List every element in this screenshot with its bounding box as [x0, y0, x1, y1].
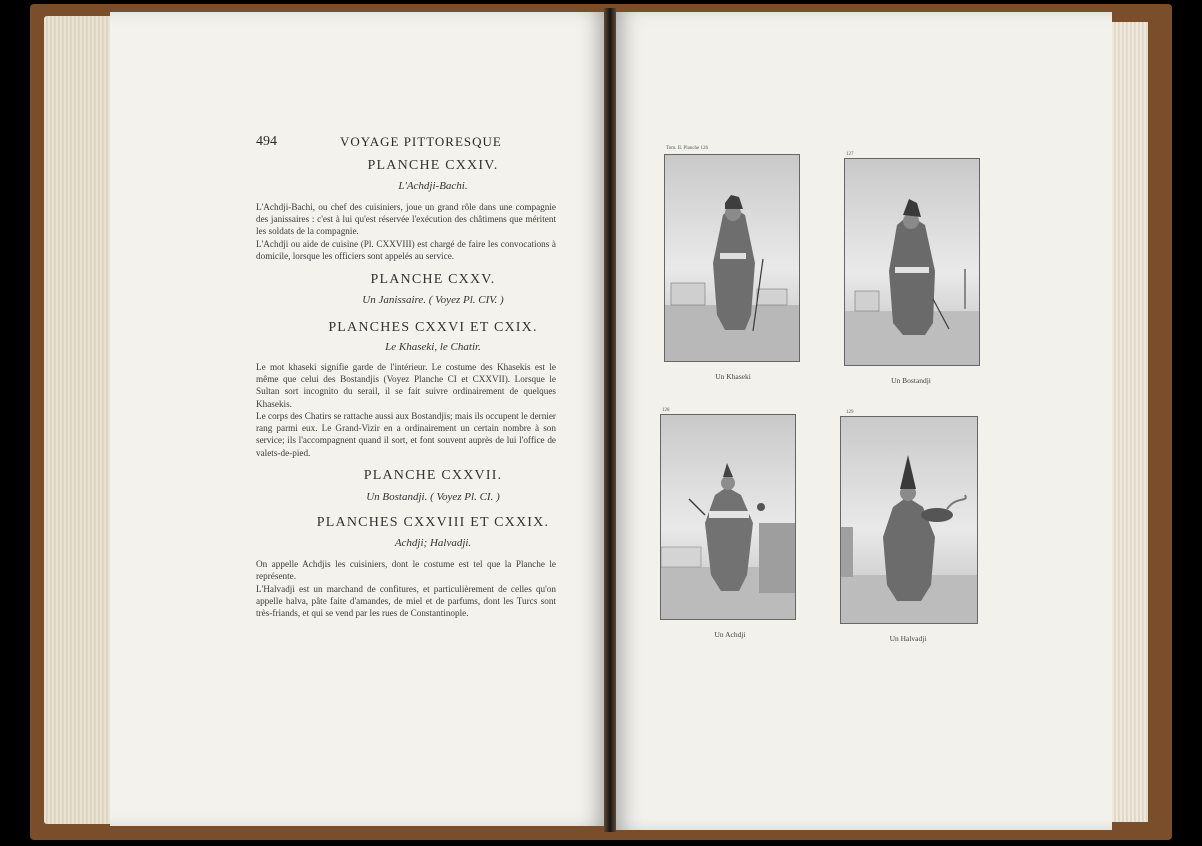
section-heading: PLANCHES CXXVI ET CXIX. — [328, 320, 538, 335]
section-subtitle: L'Achdji-Bachi. — [398, 180, 468, 192]
plate-halvadji-engraving — [840, 416, 978, 624]
page-number: 494 — [256, 134, 277, 149]
section-heading: PLANCHE CXXVII. — [363, 468, 503, 483]
section-subtitle: Le Khaseki, le Chatir. — [385, 341, 481, 353]
plate-achdji-engraving — [660, 414, 796, 620]
plate-caption: Un Halvadji — [889, 634, 927, 643]
paragraph: On appelle Achdjis les cuisiniers, dont le costume est tel que la Planche le représente. — [256, 559, 556, 582]
plate-bostandji-engraving — [844, 158, 980, 366]
page-edges-right — [1108, 22, 1148, 822]
paragraph: L'Achdji ou aide de cuisine (Pl. CXXVIII) est chargé de faire les convocations à domicile, lorsque les officiers sont appelés au service. — [256, 239, 556, 262]
plate-mark: 128 — [662, 408, 670, 413]
paragraph: L'Achdji-Bachi, ou chef des cuisiniers, joue un grand rôle dans une compagnie des janissaires : c'est à lui qu'est réservée l'exécution des châtimens que méritent les soldats de la compagnie. — [256, 202, 556, 237]
plate-mark: 127 — [846, 152, 854, 157]
book-gutter — [604, 8, 616, 832]
paragraph: L'Halvadji est un marchand de confitures, et particulièrement de celles qu'on appelle halva, pâte faite d'amandes, de miel et de parfums, dont les Turcs sont très-friands, et qui se vend par les rues de Constantinople. — [256, 584, 556, 619]
plate-mark: Tom. II. Planche 126 — [666, 146, 709, 151]
running-head: VOYAGE PITTORESQUE — [340, 134, 502, 149]
plate-caption: Un Bostandji — [891, 376, 931, 385]
paragraph: Le corps des Chatirs se rattache aussi aux Bostandjis; mais ils occupent le dernier rang parmi eux. Le Grand-Vizir en a ordinairement un certain nombre à son service; ils l'accompagnent quand il sort, et font souvent auprès de lui l'office de valets-de-pied. — [256, 411, 556, 458]
plate-mark: 129 — [846, 410, 854, 415]
section-heading: PLANCHE CXXIV. — [367, 158, 499, 173]
plate-khaseki-engraving — [664, 154, 800, 362]
paragraph: Le mot khaseki signifie garde de l'intérieur. Le costume des Khasekis est le même que celui des Bostandjis (Voyez Planche CI et CXXVII). Lorsque le Sultan sort incognito du serail, il se fait suivre ordinairement de quelques Khasekis. — [256, 362, 556, 409]
section-heading: PLANCHES CXXVIII ET CXXIX. — [316, 515, 550, 530]
section-subtitle: Achdji; Halvadji. — [394, 537, 472, 549]
section-subtitle: Un Janissaire. ( Voyez Pl. CIV. ) — [362, 294, 504, 306]
page-edges-left — [44, 16, 110, 824]
plate-caption: Un Achdji — [714, 630, 746, 639]
plate-caption: Un Khaseki — [715, 372, 751, 381]
section-heading: PLANCHE CXXV. — [370, 272, 496, 287]
section-subtitle: Un Bostandji. ( Voyez Pl. CI. ) — [366, 491, 500, 503]
